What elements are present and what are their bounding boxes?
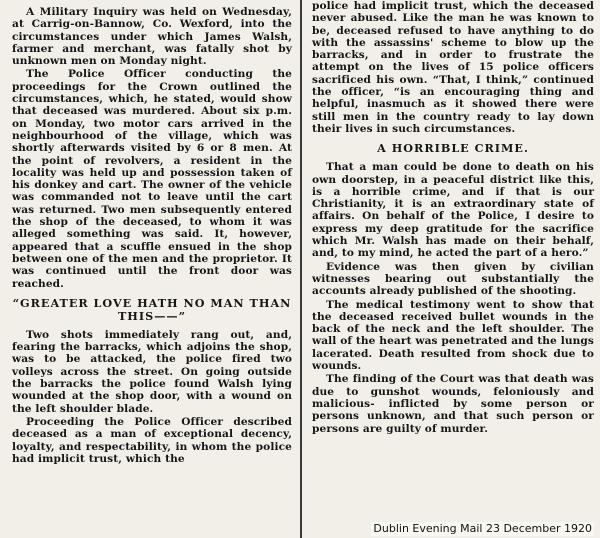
left-column (0, 0, 298, 538)
paragraph-deceased-trust: police had implicit trust, which the deceased never abused. Like the man he was known to be, deceased refused to have anything to do with the assassins' scheme to blow up the barracks, and in order to frustrate the attempt on the lives of 15 police officers sacrificed his own. “That, I think,” continued the officer, “is an encouraging thing and helpful, inasmuch as it showed there were still men in the country ready to lay down their lives in such circumstances. (312, 0, 594, 135)
paragraph-civilian-evidence: Evidence was then given by civilian witnesses bearing out substantially the accounts already published of the shooting. (312, 260, 594, 298)
paragraph-officer-description: Proceeding the Police Officer described deceased as a man of exceptional decency, loyalty, and respectability, in whom the police had implicit trust, which the (12, 415, 292, 465)
paragraph-horrible-crime: That a man could be done to death on his own doorstep, in a peaceful district like this, is a horrible crime, and if that is our Christianity, it is an extraordinary state of affairs. On behalf of the Police, I desire to express my deep gratitude for the sacrifice which Mr. Walsh has made on their behalf, and, to my mind, he acted the part of a hero.” (312, 161, 594, 260)
paragraph-inquiry-intro: A Military Inquiry was held on Wednesday, at Carrig-on-Bannow, Co. Wexford, into the circumstances under which James Walsh, farmer and merchant, was fatally shot by unknown men on Monday night. (12, 6, 292, 68)
paragraph-police-officer-account: The Police Officer conducting the proceedings for the Crown outlined the circumstances, which, he stated, would show that deceased was murdered. About six p.m. on Monday, two motor cars arrived in the neighbourhood of the village, which was shortly afterwards visited by 6 or 8 men. At the point of revolvers, a resident in the locality was held up and possession taken of his donkey and cart. The owner of the vehicle was commanded not to leave until the cart was returned. Two men subsequently entered the shop of the deceased, to whom it was alleged something was said. It, however, appeared that a scuffle ensued in the shop between one of the men and the proprietor. It was continued until the front door was reached. (12, 68, 292, 290)
source-caption: Dublin Evening Mail 23 December 1920 (373, 522, 592, 535)
subheading-greater-love: “GREATER LOVE HATH NO MAN THAN THIS——” (12, 295, 292, 323)
right-column (306, 0, 600, 538)
paragraph-shots-fired: Two shots immediately rang out, and, fearing the barracks, which adjoins the shop, was to be attacked, the police fired two volleys across the street. On going outside the barracks the police found Walsh lying wounded at the shop door, with a wound on the left shoulder blade. (12, 328, 292, 415)
paragraph-court-finding: The finding of the Court was that death was due to gunshot wounds, feloniously and malicious- inflicted by some person or persons unknown, and that such person or persons are guilty of murder. (312, 373, 594, 435)
paragraph-medical-testimony: The medical testimony went to show that the deceased received bullet wounds in the back of the neck and the left shoulder. The wall of the heart was penetrated and the lungs lacerated. Death resulted from shock due to wounds. (312, 298, 594, 373)
column-divider (300, 0, 302, 538)
subheading-horrible-crime: A HORRIBLE CRIME. (377, 141, 529, 156)
